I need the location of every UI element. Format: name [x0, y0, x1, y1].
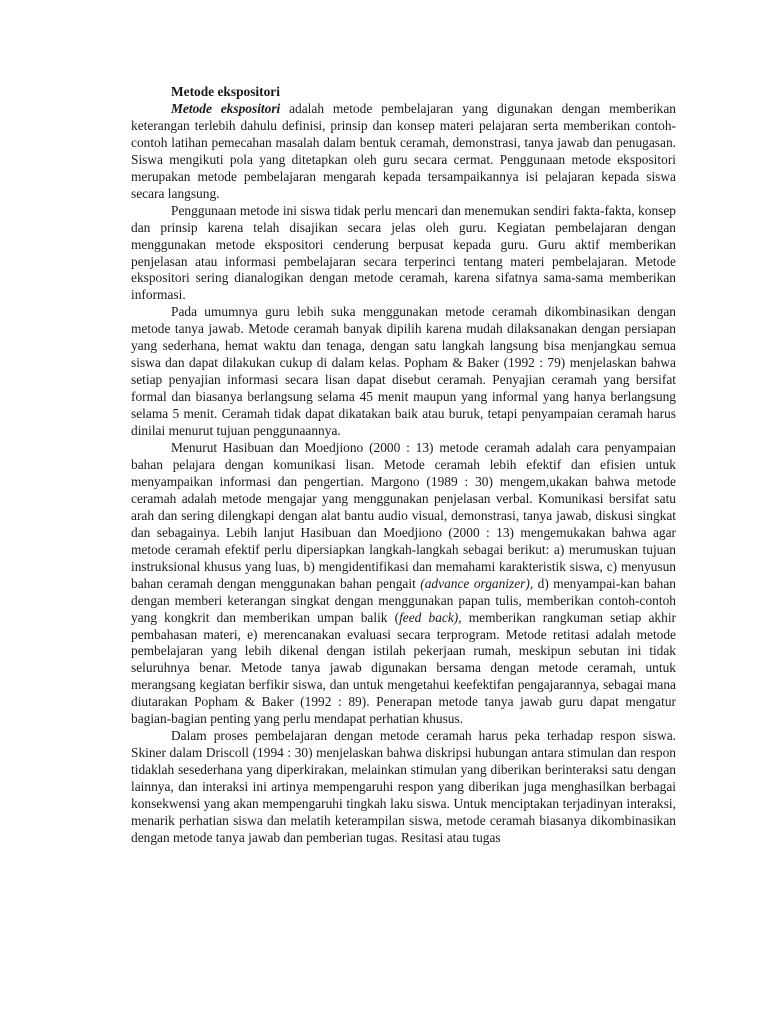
- paragraph-1-text: adalah metode pembelajaran yang digunakan dengan memberikan keterangan terlebih dahulu definisi, prinsip dan konsep materi pelajaran serta memberikan contoh-contoh latihan pemecahan masalah dalam bentuk ceramah, demonstrasi, tanya jawab dan penugasan. Siswa mengikuti pola yang ditetapkan oleh guru secara cermat. Penggunaan metode ekspositori merupakan metode pembelajaran mengarah kepada tersampaikannya isi pelajaran kepada siswa secara langsung.: [131, 100, 676, 201]
- paragraph-1: [131, 101, 676, 203]
- paragraph-2: Penggunaan metode ini siswa tidak perlu mencari dan menemukan sendiri fakta-fakta, konsep dan prinsip karena telah disajikan secara jelas oleh guru. Kegiatan pembelajaran dengan menggunakan metode ekspositori cenderung berpusat kepada guru. Guru aktif memberikan penjelasan atau informasi pembelajaran secara terperinci tentang materi pembelajaran. Metode ekspositori sering dianalogikan dengan metode ceramah, karena sifatnya sama-sama memberikan informasi.: [131, 202, 676, 303]
- advance-organizer-term: (advance organizer): [420, 575, 530, 591]
- paragraph-4: [131, 440, 676, 728]
- paragraph-4-text-a: Menurut Hasibuan dan Moedjiono (2000 : 13) metode ceramah adalah cara penyampaian bahan pelajara dengan komunikasi lisan. Metode ceramah lebih efektif dan efisien untuk menyampaikan informasi dan pengertian. Margono (1989 : 30) mengem,ukakan bahwa metode ceramah adalah metode mengajar yang menggunakan penjelasan verbal. Komunikasi bersifat satu arah dan sering dilengkapi dengan alat bantu audio visual, demonstrasi, tanya jawab, diskusi singkat dan sebagainya. Lebih lanjut Hasibuan dan Moedjiono (2000 : 13) mengemukakan bahwa agar metode ceramah efektif perlu dipersiapkan langkah-langkah sebagai berikut: a) merumuskan tujuan instruksional khusus yang luas, b) mengidentifikasi dan memahami karakteristik siswa, c) menyusun bahan ceramah dengan menggunakan bahan pengait: [131, 440, 676, 591]
- paragraph-5: Dalam proses pembelajaran dengan metode ceramah harus peka terhadap respon siswa. Skiner dalam Driscoll (1994 : 30) menjelaskan bahwa diskripsi hubungan antara stimulan dan respon tidaklah sesederhana yang diperkirakan, melainkan stimulan yang diberikan berinteraksi satu dengan lainnya, dan interaksi ini artinya mempengaruhi respon yang diberikan juga menghasilkan berbagai konsekwensi yang akan mempengaruhi tingkah laku siswa. Untuk menciptakan terjadinyan interaksi, menarik perhatian siswa dan melatih keterampilan siswa, metode ceramah biasanya dikombinasikan dengan metode tanya jawab dan pemberian tugas. Resitasi atau tugas: [131, 728, 676, 845]
- feed-back-term: feed back): [399, 609, 459, 625]
- section-heading: Metode ekspositori: [171, 84, 280, 99]
- document-page: [131, 84, 676, 847]
- term-emphasis: Metode ekspositori: [171, 100, 281, 116]
- paragraph-4-text-c: , memberikan rangkuman setiap akhir pembahasan materi, e) merencanakan evaluasi secara terprogram. Metode retitasi adalah metode pembelajaran yang lebih dikenal dengan istilah pekerjaan rumah, meskipun sebutan ini tidak seluruhnya benar. Metode tanya jawab digunakan bersama dengan metode ceramah, untuk merangsang kegiatan berfikir siswa, dan untuk mengetahui keefektifan pengajarannya, sebagai mana diutarakan Popham & Baker (1992 : 89). Penerapan metode tanya jawab guru dapat mengatur bagian-bagian penting yang perlu mendapat perhatian khusus.: [131, 609, 676, 727]
- paragraph-3: Pada umumnya guru lebih suka menggunakan metode ceramah dikombinasikan dengan metode tanya jawab. Metode ceramah banyak dipilih karena mudah dilaksanakan dengan persiapan yang sederhana, hemat waktu dan tenaga, dengan satu langkah langsung bisa menjangkau semua siswa dan dapat dilakukan cukup di dalam kelas. Popham & Baker (1992 : 79) menjelaskan bahwa setiap penyajian informasi secara lisan dapat disebut ceramah. Penyajian ceramah yang bersifat formal dan biasanya berlangsung selama 45 menit maupun yang informal yang hanya berlangsung selama 5 menit. Ceramah tidak dapat dikatakan baik atau buruk, tetapi penyampaian ceramah harus dinilai menurut tujuan penggunaannya.: [131, 304, 676, 439]
- paragraph-4-text-b: , d) menyampai-kan bahan dengan memberi keterangan singkat dengan menggunakan papan tulis, memberikan contoh-contoh yang kongkrit dan memberikan umpan balik (: [131, 575, 676, 625]
